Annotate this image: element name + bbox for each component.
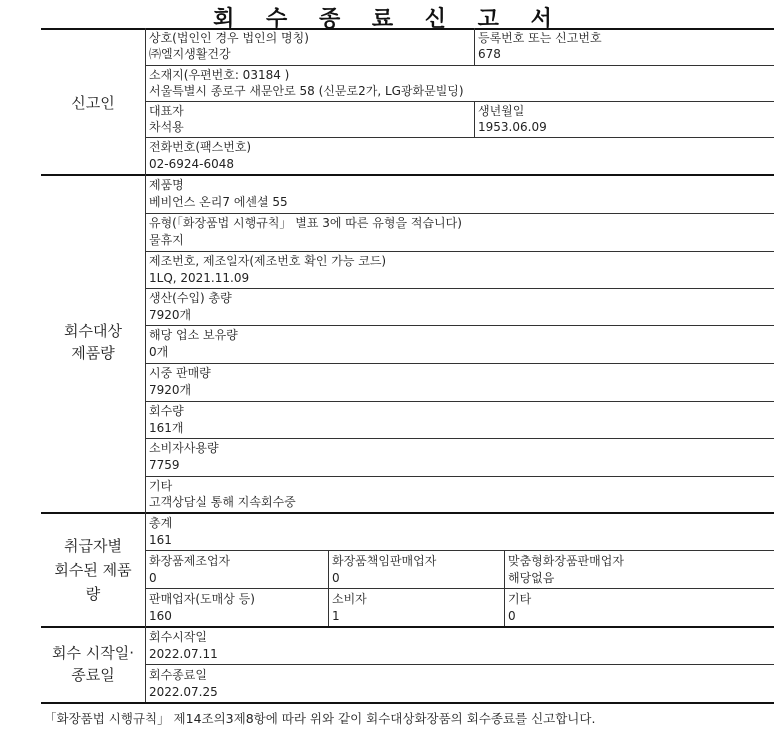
ceo-value: 차석용 [149,120,184,134]
section-divider [41,626,774,628]
manufacturer-value: 0 [149,571,157,585]
lot-value: 1LQ, 2021.11.09 [149,271,250,285]
start-date-value: 2022.07.11 [149,647,218,661]
phone-label: 전화번호(팩스번호) [149,140,252,154]
cell-divider [474,101,475,137]
etc-label: 기타 [508,592,532,606]
company-label: 상호(법인인 경우 법인의 명칭) [149,31,309,45]
market-label: 시중 판매량 [149,366,211,380]
start-date-label: 회수시작일 [149,630,207,644]
etc-value: 0 [508,609,516,623]
row-divider [145,664,774,665]
stock-value: 0개 [149,345,169,359]
total-label: 총계 [149,516,173,530]
handler-section-label: 취급자별 회수된 제품 량 [54,537,132,603]
cell-divider [328,550,329,626]
row-divider [145,101,774,102]
reporter-section-label: 신고인 [71,94,115,112]
custom-seller-label: 맞춤형화장품판매업자 [508,554,624,568]
section-divider [41,174,774,176]
recalled-label: 회수량 [149,404,184,418]
row-divider [145,363,774,364]
distributor-label: 화장품책임판매업자 [332,554,437,568]
birth-label: 생년월일 [478,104,525,118]
company-value: ㈜엘지생활건강 [149,47,231,61]
address-label: 소재지(우편번호: 03184 ) [149,68,290,82]
product-section-label: 회수대상 제품량 [64,322,122,362]
row-divider [145,588,774,589]
other-label: 기타 [149,479,173,493]
row-divider [145,137,774,138]
custom-seller-value: 해당없음 [508,571,555,585]
end-date-value: 2022.07.25 [149,685,218,699]
other-value: 고객상담실 통해 지속회수중 [149,495,296,509]
market-value: 7920개 [149,383,192,397]
total-value: 161 [149,533,172,547]
production-value: 7920개 [149,308,192,322]
lot-label: 제조번호, 제조일자(제조번호 확인 가능 코드) [149,254,387,268]
product-type-label: 유형(「화장품법 시행규칙」 별표 3에 따른 유형을 적습니다) [149,216,462,230]
manufacturer-label: 화장품제조업자 [149,554,231,568]
table-bottom-border [41,702,774,704]
product-name-value: 베비언스 온리7 에센셜 55 [149,195,288,209]
row-divider [145,65,774,66]
phone-value: 02-6924-6048 [149,157,235,171]
reg-number-label: 등록번호 또는 신고번호 [478,31,602,45]
ceo-label: 대표자 [149,104,184,118]
recalled-value: 161개 [149,421,184,435]
row-divider [145,213,774,214]
consumer-value: 1 [332,609,340,623]
consumed-label: 소비자사용량 [149,441,219,455]
row-divider [145,288,774,289]
seller-label: 판매업자(도매상 등) [149,592,255,606]
cell-divider [504,550,505,626]
production-label: 생산(수입) 총량 [149,291,232,305]
cell-divider [474,28,475,65]
row-divider [145,401,774,402]
address-value: 서울특별시 종로구 새문안로 58 (신문로2가, LG광화문빌딩) [149,84,464,98]
row-divider [145,325,774,326]
birth-value: 1953.06.09 [478,120,547,134]
declaration-text: 「화장품법 시행규칙」 제14조의3제8항에 따라 위와 같이 회수대상화장품의 회수종료를 신고합니다. [44,711,596,726]
section-divider [41,512,774,514]
stock-label: 해당 업소 보유량 [149,328,238,342]
seller-value: 160 [149,609,172,623]
product-type-value: 물휴지 [149,233,184,247]
row-divider [145,251,774,252]
dates-section-label: 회수 시작일· 종료일 [52,644,134,684]
reg-number-value: 678 [478,47,501,61]
product-name-label: 제품명 [149,178,184,192]
table-top-border [41,28,774,30]
document-title: 회 수 종 료 신 고 서 [213,7,564,32]
end-date-label: 회수종료일 [149,668,207,682]
consumed-value: 7759 [149,458,180,472]
consumer-label: 소비자 [332,592,367,606]
label-column-divider [145,28,146,702]
row-divider [145,438,774,439]
row-divider [145,550,774,551]
row-divider [145,476,774,477]
distributor-value: 0 [332,571,340,585]
